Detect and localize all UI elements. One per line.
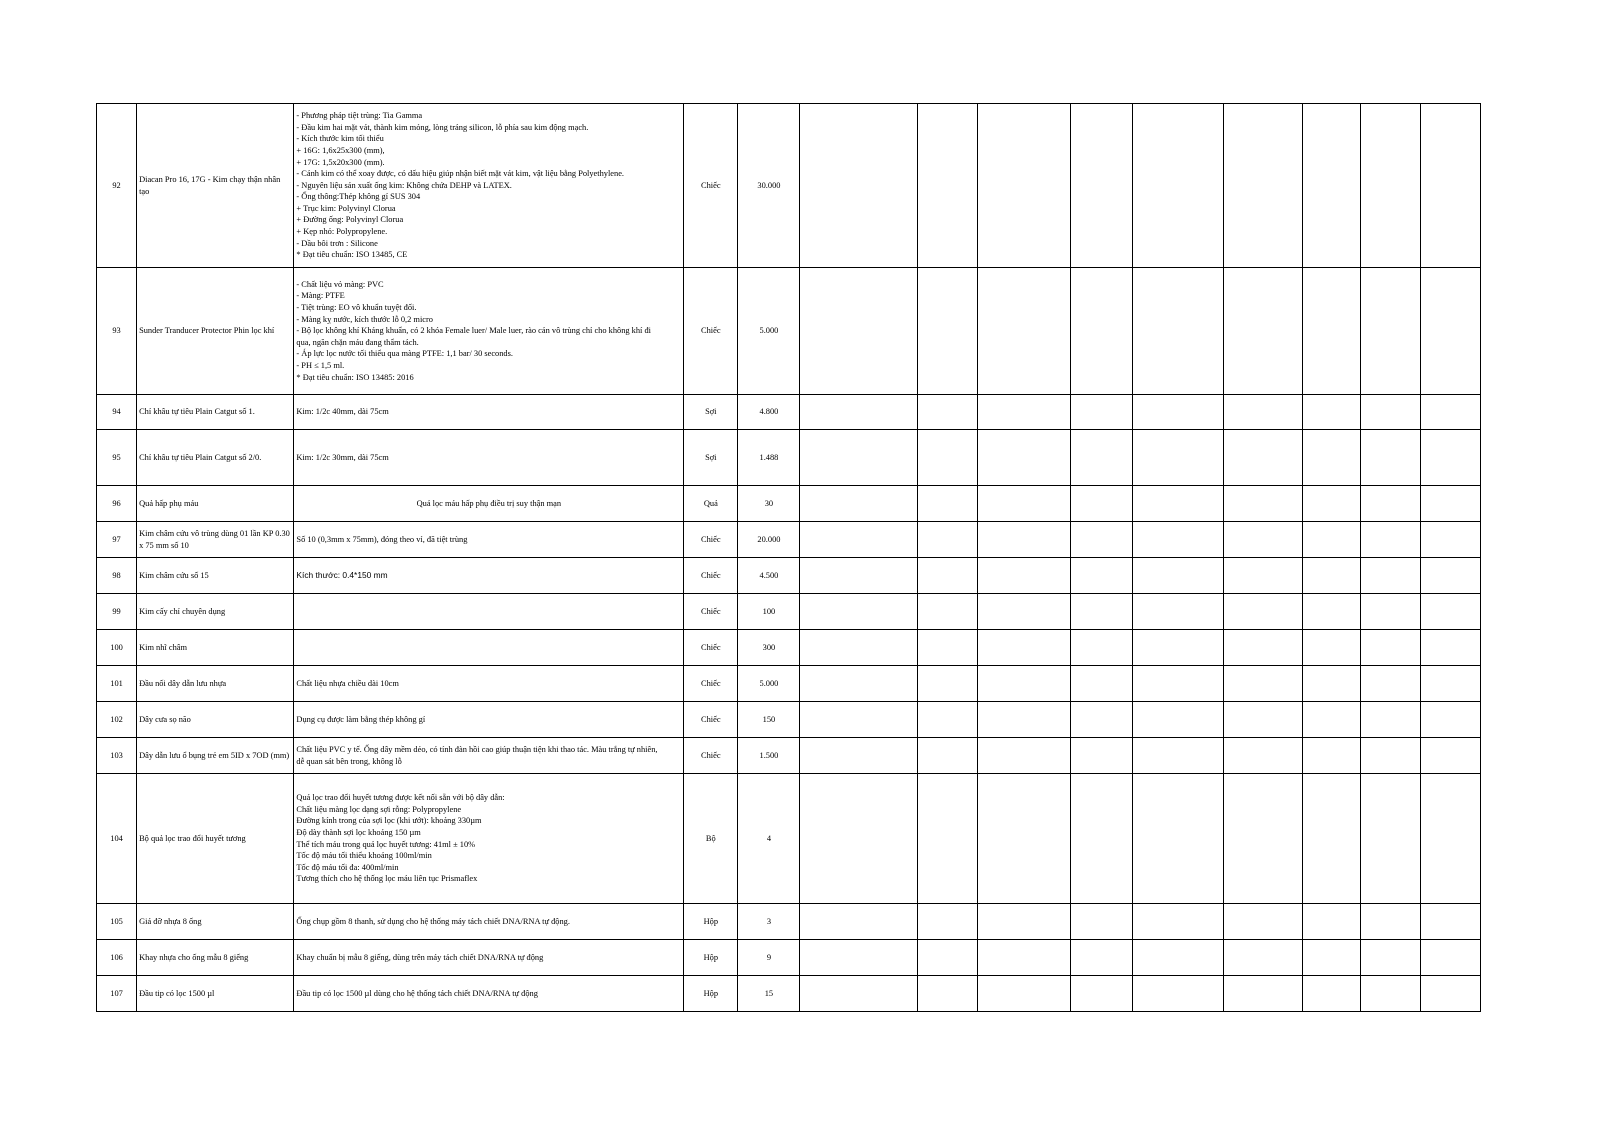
item-name: Quả hấp phụ máu [137, 486, 294, 522]
empty-cell [1071, 904, 1133, 940]
item-name: Đầu nối dây dẫn lưu nhựa [137, 666, 294, 702]
empty-cell [800, 522, 917, 558]
item-quantity: 15 [738, 976, 800, 1012]
empty-cell [1133, 395, 1224, 430]
empty-cell [800, 774, 917, 904]
empty-cell [977, 430, 1070, 486]
spec-line: * Đạt tiêu chuẩn: ISO 13485, CE [296, 250, 408, 260]
empty-cell [1071, 558, 1133, 594]
spec-line: Tương thích cho hệ thống lọc máu liên tục Prismaflex [296, 874, 478, 884]
empty-cell [1133, 738, 1224, 774]
empty-cell [917, 486, 977, 522]
table-row [97, 395, 1481, 430]
empty-cell [800, 630, 917, 666]
empty-cell [1360, 904, 1420, 940]
table-row [97, 104, 1481, 268]
item-name: Kim châm cứu vô trùng dùng 01 lần KP 0.30 x 75 mm số 10 [137, 522, 294, 558]
empty-cell [1071, 738, 1133, 774]
empty-cell [1360, 738, 1420, 774]
empty-cell [1133, 702, 1224, 738]
empty-cell [1302, 395, 1360, 430]
item-specification [294, 486, 684, 522]
spec-line: + Trục kim: Polyvinyl Clorua [296, 203, 396, 213]
table-row [97, 594, 1481, 630]
empty-cell [917, 702, 977, 738]
item-specification [294, 702, 684, 738]
item-quantity: 150 [738, 702, 800, 738]
empty-cell [1302, 486, 1360, 522]
spec-line: - Kích thước kim tối thiểu [296, 134, 384, 144]
spec-line: Khay chuẩn bị mẫu 8 giếng, dùng trên máy tách chiết DNA/RNA tự động [296, 952, 544, 962]
spec-line: Quả lọc trao đổi huyết tương được kết nối sẵn với bộ dây dẫn: [296, 793, 505, 803]
spec-line: + Đường ống: Polyvinyl Clorua [296, 215, 404, 225]
row-number: 95 [97, 430, 137, 486]
empty-cell [1224, 702, 1302, 738]
empty-cell [1071, 104, 1133, 268]
spec-line: - Dầu bôi trơn : Silicone [296, 238, 378, 248]
empty-cell [1071, 940, 1133, 976]
empty-cell [1360, 558, 1420, 594]
spec-line: - PH ≤ 1,5 ml. [296, 360, 345, 370]
empty-cell [1224, 430, 1302, 486]
spec-line: - Màng kỵ nước, kích thước lỗ 0,2 micro [296, 314, 433, 324]
empty-cell [1224, 104, 1302, 268]
empty-cell [1133, 774, 1224, 904]
empty-cell [1420, 976, 1480, 1012]
empty-cell [1420, 430, 1480, 486]
item-name: Khay nhựa cho ống mẫu 8 giếng [137, 940, 294, 976]
item-quantity: 4.800 [738, 395, 800, 430]
spec-line: - Áp lực lọc nước tối thiểu qua màng PTFE: 1,1 bar/ 30 seconds. [296, 349, 513, 359]
empty-cell [1224, 940, 1302, 976]
row-number: 93 [97, 268, 137, 395]
empty-cell [917, 774, 977, 904]
spec-line: Chất liệu PVC y tế. Ống dây mềm dẻo, có tính đàn hồi cao giúp thuận tiện khi thao tác. Màu trắng tự nhiên, [296, 744, 658, 754]
empty-cell [977, 104, 1070, 268]
table-row [97, 486, 1481, 522]
empty-cell [1302, 104, 1360, 268]
item-specification [294, 940, 684, 976]
spec-line: - Nguyên liệu sản xuất ống kim: Không chứa DEHP và LATEX. [296, 180, 512, 190]
table-body [97, 104, 1481, 1012]
row-number: 105 [97, 904, 137, 940]
empty-cell [800, 976, 917, 1012]
spec-line: Số 10 (0,3mm x 75mm), đóng theo vỉ, đã tiệt trùng [296, 534, 468, 544]
empty-cell [977, 738, 1070, 774]
row-number: 103 [97, 738, 137, 774]
row-number: 106 [97, 940, 137, 976]
empty-cell [1420, 774, 1480, 904]
empty-cell [917, 522, 977, 558]
item-specification [294, 976, 684, 1012]
item-unit: Hộp [684, 904, 738, 940]
row-number: 97 [97, 522, 137, 558]
empty-cell [1133, 268, 1224, 395]
empty-cell [800, 940, 917, 976]
empty-cell [1360, 395, 1420, 430]
empty-cell [1302, 774, 1360, 904]
spec-line: Kim: 1/2c 30mm, dài 75cm [296, 452, 389, 462]
empty-cell [977, 976, 1070, 1012]
item-name: Giá đỡ nhựa 8 ống [137, 904, 294, 940]
item-specification [294, 630, 684, 666]
spec-line: + Kẹp nhỏ: Polypropylene. [296, 227, 388, 237]
item-name: Diacan Pro 16, 17G - Kim chạy thận nhân tạo [137, 104, 294, 268]
empty-cell [1133, 940, 1224, 976]
table-row [97, 940, 1481, 976]
empty-cell [1133, 486, 1224, 522]
item-quantity: 100 [738, 594, 800, 630]
spec-line: Quả lọc máu hấp phụ điều trị suy thận mạn [416, 498, 562, 508]
empty-cell [1360, 976, 1420, 1012]
spec-line: Độ dày thành sợi lọc khoảng 150 µm [296, 827, 421, 837]
item-specification [294, 395, 684, 430]
empty-cell [977, 395, 1070, 430]
item-specification [294, 594, 684, 630]
empty-cell [1071, 594, 1133, 630]
row-number: 100 [97, 630, 137, 666]
item-quantity: 1.488 [738, 430, 800, 486]
empty-cell [1420, 702, 1480, 738]
empty-cell [800, 702, 917, 738]
empty-cell [1420, 268, 1480, 395]
item-quantity: 3 [738, 904, 800, 940]
empty-cell [977, 702, 1070, 738]
table-row [97, 904, 1481, 940]
spec-line: dễ quan sát bên trong, không lỗ [296, 756, 402, 766]
empty-cell [800, 395, 917, 430]
empty-cell [1302, 522, 1360, 558]
empty-cell [1420, 522, 1480, 558]
empty-cell [1224, 976, 1302, 1012]
empty-cell [917, 430, 977, 486]
empty-cell [1360, 630, 1420, 666]
empty-cell [1360, 268, 1420, 395]
empty-cell [1302, 738, 1360, 774]
empty-cell [1224, 522, 1302, 558]
spec-line: - Ống thông:Thép không gỉ SUS 304 [296, 192, 421, 202]
item-unit: Sợi [684, 395, 738, 430]
row-number: 107 [97, 976, 137, 1012]
empty-cell [977, 940, 1070, 976]
empty-cell [917, 104, 977, 268]
empty-cell [1224, 395, 1302, 430]
empty-cell [1224, 774, 1302, 904]
empty-cell [917, 940, 977, 976]
spec-line: Dụng cụ được làm bằng thép không gỉ [296, 714, 426, 724]
item-quantity: 9 [738, 940, 800, 976]
empty-cell [1302, 430, 1360, 486]
table-row [97, 738, 1481, 774]
empty-cell [1420, 666, 1480, 702]
empty-cell [1360, 430, 1420, 486]
item-name: Dây dẫn lưu ổ bụng trẻ em 5ID x 7OD (mm) [137, 738, 294, 774]
item-quantity: 300 [738, 630, 800, 666]
empty-cell [1360, 486, 1420, 522]
empty-cell [1071, 430, 1133, 486]
empty-cell [1224, 594, 1302, 630]
item-name: Kim châm cứu số 15 [137, 558, 294, 594]
empty-cell [977, 522, 1070, 558]
item-unit: Chiếc [684, 738, 738, 774]
empty-cell [800, 904, 917, 940]
item-specification [294, 738, 684, 774]
empty-cell [1302, 558, 1360, 594]
item-specification [294, 774, 684, 904]
empty-cell [1302, 702, 1360, 738]
item-unit: Chiếc [684, 702, 738, 738]
empty-cell [1224, 738, 1302, 774]
empty-cell [1420, 940, 1480, 976]
empty-cell [1420, 558, 1480, 594]
spec-line: Kim: 1/2c 40mm, dài 75cm [296, 407, 389, 417]
empty-cell [1071, 522, 1133, 558]
empty-cell [1302, 976, 1360, 1012]
empty-cell [1302, 904, 1360, 940]
empty-cell [800, 666, 917, 702]
spec-line: Tốc độ máu tối thiểu khoảng 100ml/min [296, 851, 432, 861]
item-unit: Chiếc [684, 594, 738, 630]
item-name: Dây cưa sọ não [137, 702, 294, 738]
table-row [97, 522, 1481, 558]
empty-cell [917, 558, 977, 594]
item-unit: Quả [684, 486, 738, 522]
empty-cell [1071, 486, 1133, 522]
empty-cell [1302, 594, 1360, 630]
spec-line: - Cánh kim có thể xoay được, có dấu hiệu giúp nhận biết mặt vát kim, vật liệu bằng Polyethylene. [296, 169, 625, 179]
spec-line: Chất liệu nhựa chiều dài 10cm [296, 678, 399, 688]
spec-line: Ống chụp gồm 8 thanh, sử dụng cho hệ thống máy tách chiết DNA/RNA tự động. [296, 916, 570, 926]
empty-cell [1224, 268, 1302, 395]
item-unit: Hộp [684, 976, 738, 1012]
row-number: 94 [97, 395, 137, 430]
empty-cell [1420, 395, 1480, 430]
item-quantity: 1.500 [738, 738, 800, 774]
empty-cell [1302, 630, 1360, 666]
spec-line: - Phương pháp tiệt trùng: Tia Gamma [296, 111, 423, 121]
empty-cell [1420, 104, 1480, 268]
empty-cell [800, 430, 917, 486]
item-specification [294, 558, 684, 594]
row-number: 96 [97, 486, 137, 522]
empty-cell [1420, 594, 1480, 630]
item-quantity: 5.000 [738, 666, 800, 702]
empty-cell [917, 594, 977, 630]
table-row [97, 666, 1481, 702]
empty-cell [977, 558, 1070, 594]
spec-line: - Màng: PTFE [296, 291, 345, 301]
empty-cell [800, 486, 917, 522]
item-name: Kim cấy chỉ chuyên dụng [137, 594, 294, 630]
item-quantity: 4 [738, 774, 800, 904]
empty-cell [917, 630, 977, 666]
item-quantity: 5.000 [738, 268, 800, 395]
empty-cell [1224, 558, 1302, 594]
empty-cell [1133, 430, 1224, 486]
empty-cell [1360, 522, 1420, 558]
empty-cell [1133, 558, 1224, 594]
table-row [97, 558, 1481, 594]
empty-cell [800, 738, 917, 774]
item-unit: Bộ [684, 774, 738, 904]
empty-cell [1420, 486, 1480, 522]
empty-cell [1133, 522, 1224, 558]
empty-cell [800, 104, 917, 268]
item-unit: Chiếc [684, 268, 738, 395]
spec-line: - Chất liệu vỏ màng: PVC [296, 279, 384, 289]
empty-cell [1360, 940, 1420, 976]
empty-cell [1360, 702, 1420, 738]
item-unit: Chiếc [684, 630, 738, 666]
spec-line: + 16G: 1,6x25x300 (mm), [296, 145, 385, 155]
empty-cell [800, 594, 917, 630]
item-specification [294, 522, 684, 558]
empty-cell [1224, 630, 1302, 666]
empty-cell [1420, 904, 1480, 940]
item-quantity: 30 [738, 486, 800, 522]
empty-cell [977, 268, 1070, 395]
empty-cell [1133, 904, 1224, 940]
table-row [97, 976, 1481, 1012]
empty-cell [1224, 486, 1302, 522]
item-quantity: 20.000 [738, 522, 800, 558]
table-row [97, 630, 1481, 666]
item-unit: Chiếc [684, 666, 738, 702]
spec-line: qua, ngăn chặn máu đang thẩm tách. [296, 337, 419, 347]
spec-line: * Đạt tiêu chuẩn: ISO 13485: 2016 [296, 372, 414, 382]
item-specification [294, 430, 684, 486]
empty-cell [917, 738, 977, 774]
item-name: Chỉ khâu tự tiêu Plain Catgut số 2/0. [137, 430, 294, 486]
empty-cell [1071, 976, 1133, 1012]
empty-cell [977, 594, 1070, 630]
empty-cell [1224, 904, 1302, 940]
empty-cell [1420, 738, 1480, 774]
item-unit: Chiếc [684, 558, 738, 594]
row-number: 102 [97, 702, 137, 738]
item-quantity: 4.500 [738, 558, 800, 594]
empty-cell [1071, 666, 1133, 702]
empty-cell [1071, 630, 1133, 666]
empty-cell [1071, 395, 1133, 430]
item-specification [294, 104, 684, 268]
empty-cell [977, 904, 1070, 940]
table-row [97, 268, 1481, 395]
row-number: 104 [97, 774, 137, 904]
spec-line: - Đầu kim hai mặt vát, thành kim mỏng, lòng tráng silicon, lỗ phía sau kim động mạch. [296, 122, 589, 132]
item-unit: Hộp [684, 940, 738, 976]
row-number: 98 [97, 558, 137, 594]
empty-cell [977, 630, 1070, 666]
empty-cell [1071, 702, 1133, 738]
empty-cell [977, 486, 1070, 522]
spec-line: Chất liệu màng lọc dạng sợi rỗng: Polypropylene [296, 804, 462, 814]
item-specification [294, 666, 684, 702]
item-quantity: 30.000 [738, 104, 800, 268]
empty-cell [1133, 594, 1224, 630]
item-unit: Sợi [684, 430, 738, 486]
empty-cell [1071, 268, 1133, 395]
table-row [97, 774, 1481, 904]
item-specification [294, 268, 684, 395]
empty-cell [1133, 104, 1224, 268]
table-row [97, 430, 1481, 486]
empty-cell [1224, 666, 1302, 702]
empty-cell [917, 976, 977, 1012]
empty-cell [1420, 630, 1480, 666]
item-name: Kim nhĩ châm [137, 630, 294, 666]
spec-line: Đường kính trong của sợi lọc (khi ướt): khoảng 330µm [296, 816, 482, 826]
empty-cell [917, 904, 977, 940]
empty-cell [1302, 268, 1360, 395]
item-unit: Chiếc [684, 522, 738, 558]
item-specification [294, 904, 684, 940]
row-number: 92 [97, 104, 137, 268]
empty-cell [1133, 666, 1224, 702]
empty-cell [917, 395, 977, 430]
row-number: 99 [97, 594, 137, 630]
empty-cell [1360, 104, 1420, 268]
item-name: Sunder Tranducer Protector Phin lọc khí [137, 268, 294, 395]
empty-cell [1360, 666, 1420, 702]
item-name: Bộ quả lọc trao đổi huyết tương [137, 774, 294, 904]
empty-cell [1071, 774, 1133, 904]
row-number: 101 [97, 666, 137, 702]
spec-line: Đầu tip có lọc 1500 µl dùng cho hệ thống tách chiết DNA/RNA tự động [296, 988, 538, 998]
spec-line: Tốc độ máu tối đa: 400ml/min [296, 862, 399, 872]
empty-cell [800, 558, 917, 594]
spec-line: Kích thước: 0.4*150 mm [296, 569, 388, 580]
empty-cell [977, 666, 1070, 702]
item-unit: Chiếc [684, 104, 738, 268]
empty-cell [917, 666, 977, 702]
empty-cell [917, 268, 977, 395]
spec-line: + 17G: 1,5x20x300 (mm). [296, 157, 385, 167]
empty-cell [1133, 630, 1224, 666]
spec-line: Thể tích máu trong quả lọc huyết tương: 41ml ± 10% [296, 839, 476, 849]
empty-cell [977, 774, 1070, 904]
empty-cell [1302, 666, 1360, 702]
table-row [97, 702, 1481, 738]
empty-cell [1360, 774, 1420, 904]
spec-line: - Tiệt trùng: EO vô khuẩn tuyệt đối. [296, 303, 417, 313]
spec-line: - Bộ lọc không khí Kháng khuẩn, có 2 khóa Female luer/ Male luer, rào cản vô trùng chỉ cho không khí đi [296, 326, 651, 336]
item-name: Đầu tip có lọc 1500 µl [137, 976, 294, 1012]
empty-cell [1133, 976, 1224, 1012]
empty-cell [1360, 594, 1420, 630]
item-name: Chỉ khâu tự tiêu Plain Catgut số 1. [137, 395, 294, 430]
equipment-table [96, 103, 1481, 1012]
empty-cell [800, 268, 917, 395]
empty-cell [1302, 940, 1360, 976]
